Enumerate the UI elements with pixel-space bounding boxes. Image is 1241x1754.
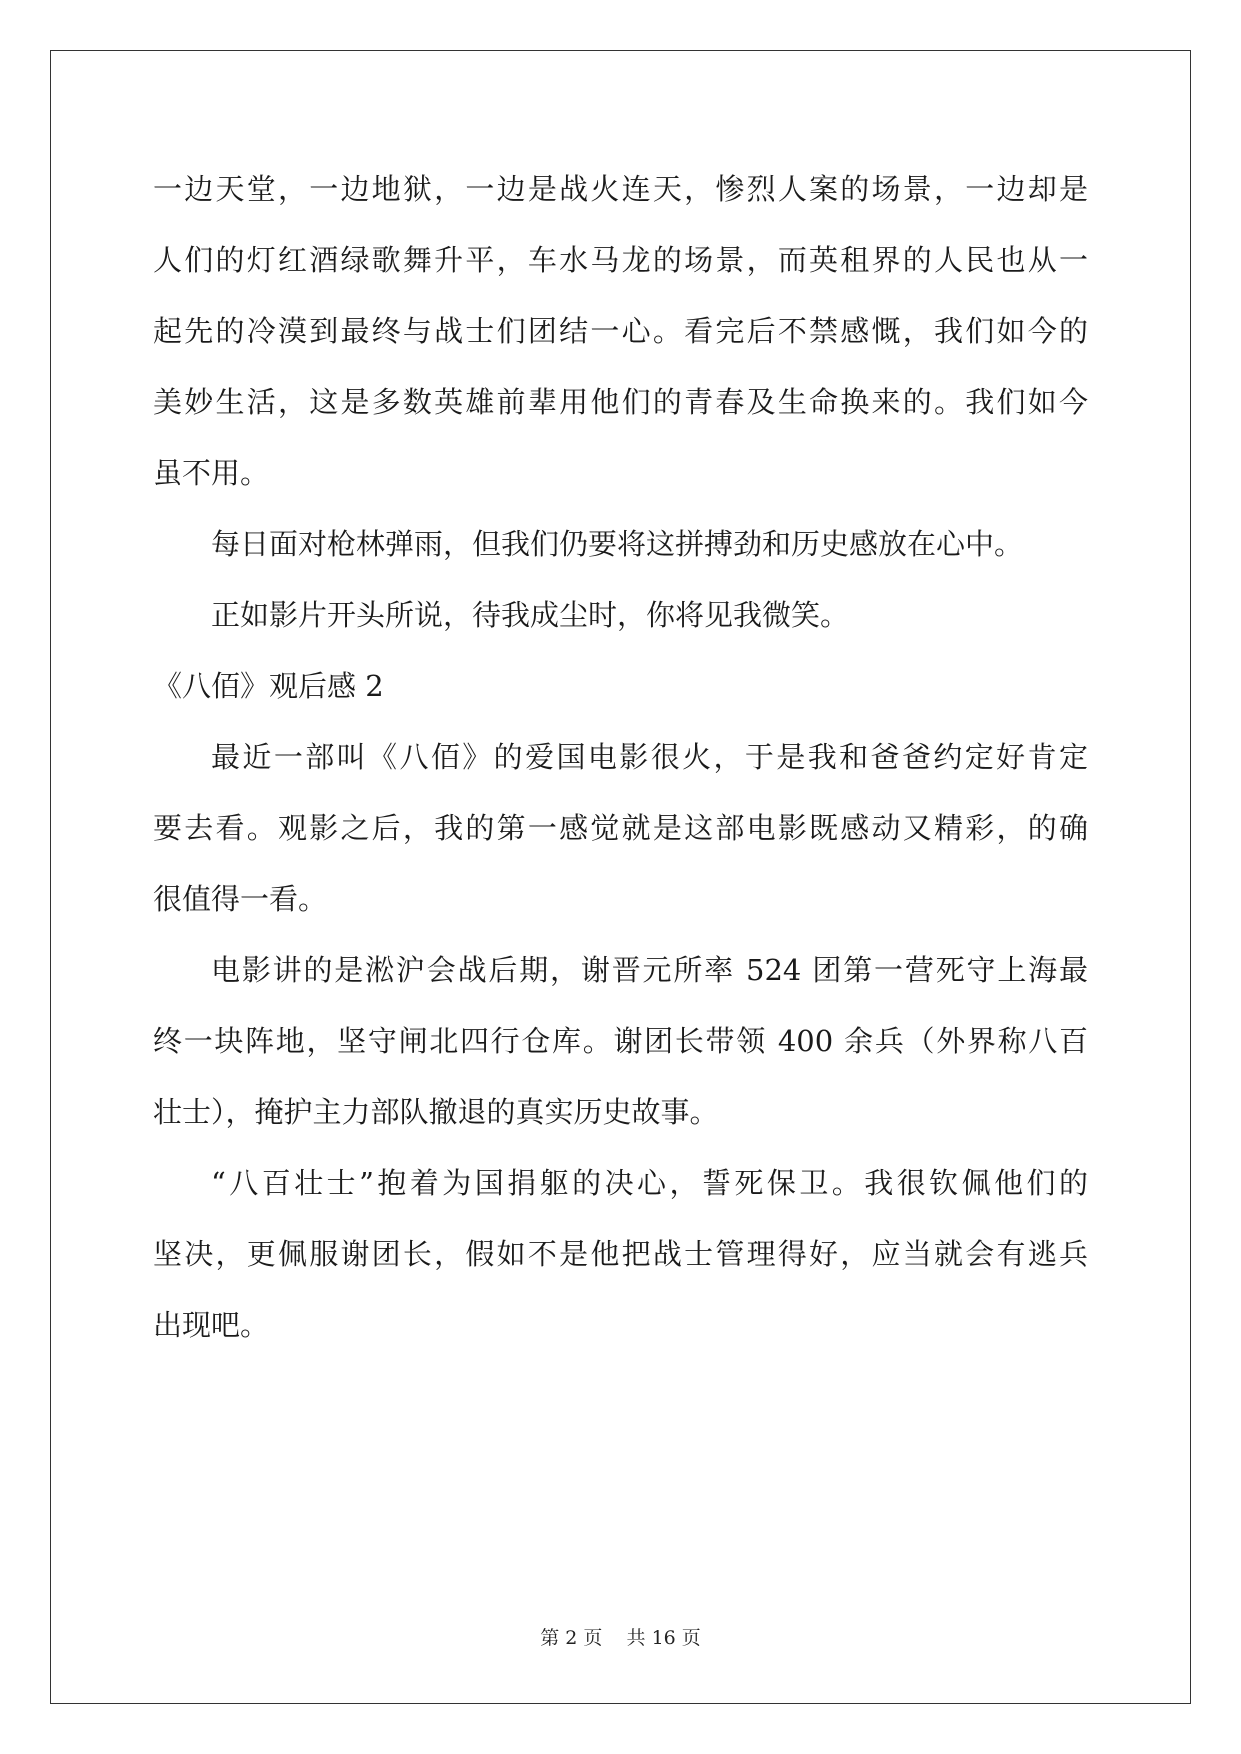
paragraph-line: 电影讲的是淞沪会战后期，谢晋元所率 524 团第一营死守上海最: [211, 953, 1088, 987]
page-footer: [0, 1626, 1241, 1650]
paragraph-line: 美妙生活，这是多数英雄前辈用他们的青春及生命换来的。我们如今: [153, 385, 1088, 419]
paragraph-line: 虽不用。: [153, 456, 270, 490]
page-number: 第 2 页: [540, 1627, 603, 1649]
paragraph-line: 起先的冷漠到最终与战士们团结一心。看完后不禁感慨，我们如今的: [153, 314, 1088, 348]
paragraph-line: 壮士），掩护主力部队撤退的真实历史故事。: [153, 1095, 719, 1129]
paragraph-line: 一边天堂，一边地狱，一边是战火连天，惨烈人案的场景，一边却是: [153, 172, 1088, 206]
paragraph-line: “八百壮士”抱着为国捐躯的决心，誓死保卫。我很钦佩他们的: [211, 1166, 1088, 1200]
paragraph-line: 坚决，更佩服谢团长，假如不是他把战士管理得好，应当就会有逃兵: [153, 1237, 1088, 1271]
paragraph-line: 终一块阵地，坚守闸北四行仓库。谢团长带领 400 余兵（外界称八百: [153, 1024, 1088, 1058]
page-total: 共 16 页: [626, 1627, 701, 1649]
paragraph-line: 很值得一看。: [153, 882, 328, 916]
paragraph-line: 每日面对枪林弹雨，但我们仍要将这拼搏劲和历史感放在心中。: [211, 527, 1024, 561]
page-border: [50, 50, 1191, 1704]
paragraph-line: 正如影片开头所说，待我成尘时，你将见我微笑。: [211, 598, 850, 632]
paragraph-line: 要去看。观影之后，我的第一感觉就是这部电影既感动又精彩，的确: [153, 811, 1088, 845]
section-heading: 《八佰》观后感 2: [153, 669, 384, 703]
paragraph-line: 出现吧。: [153, 1308, 270, 1342]
paragraph-line: 人们的灯红酒绿歌舞升平，车水马龙的场景，而英租界的人民也从一: [153, 243, 1088, 277]
paragraph-line: 最近一部叫《八佰》的爱国电影很火，于是我和爸爸约定好肯定: [211, 740, 1088, 774]
